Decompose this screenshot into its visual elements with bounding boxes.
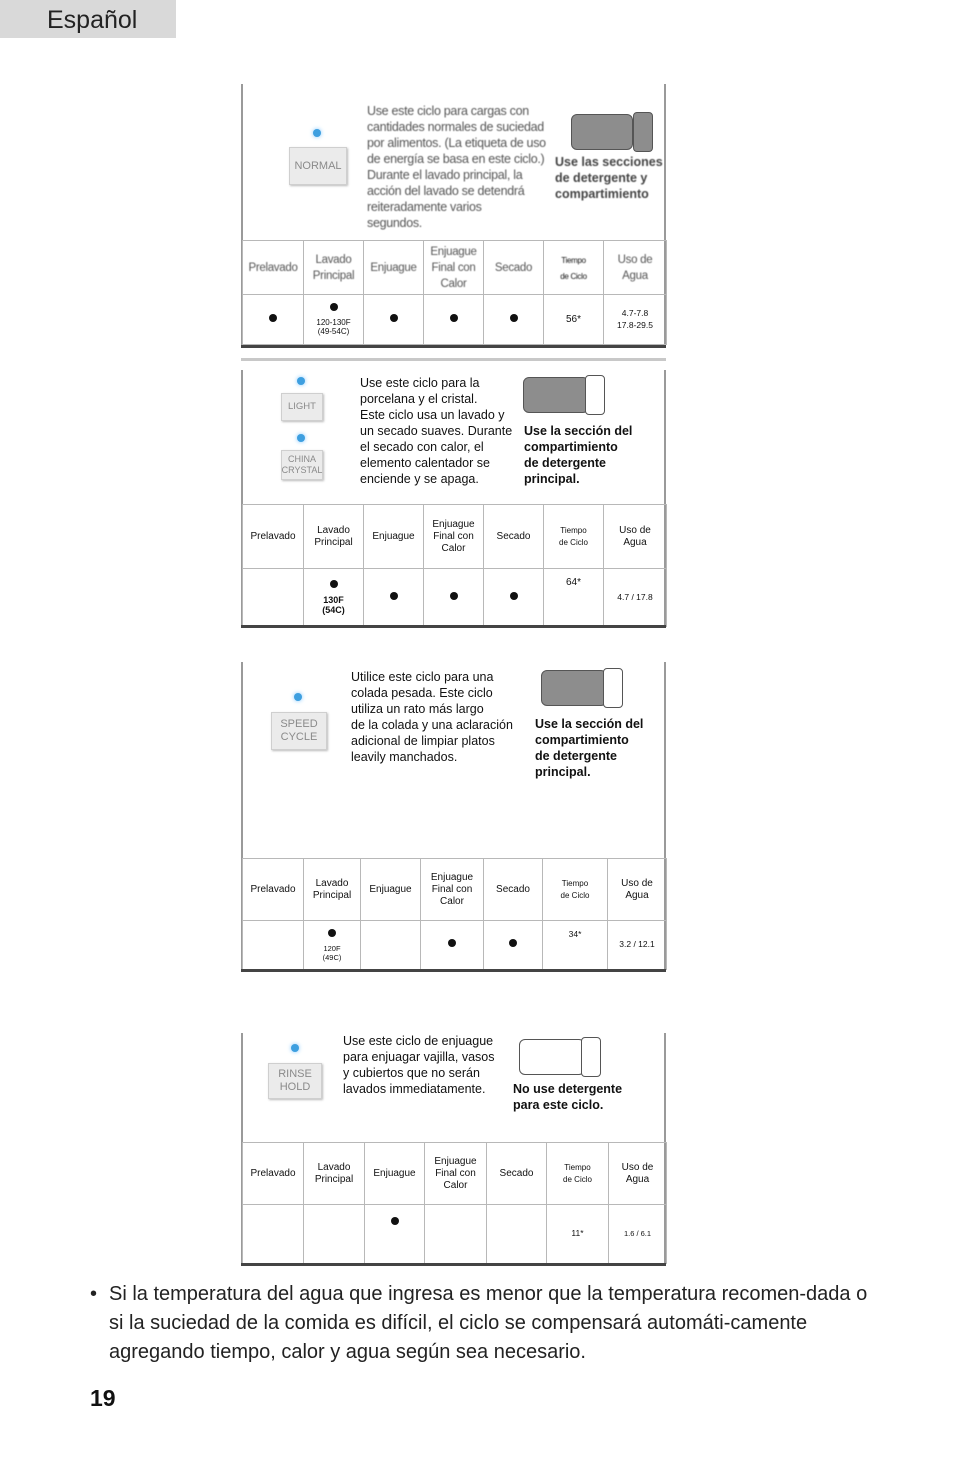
col-agua: Uso de Agua	[604, 241, 667, 295]
cell-enjuague-final	[424, 569, 484, 627]
col-tiempo: Tiempo de Ciclo	[547, 1143, 609, 1205]
active-dot-icon	[510, 314, 518, 322]
cell-secado	[487, 1205, 547, 1264]
rinse-hold-button: RINSE HOLD	[268, 1063, 322, 1099]
col-enjuague-final: Enjuague Final con Calor	[424, 505, 484, 569]
bullet: •	[90, 1283, 98, 1305]
active-dot-icon	[450, 592, 458, 600]
led-indicator-icon	[297, 377, 305, 385]
col-tiempo: Tiempo de Ciclo	[544, 505, 604, 569]
cycle-description: Utilice este ciclo para una colada pesada. Este ciclo utiliza un rato más largo de la colada y una aclaración adicional de limpiar platos leavily manchados.	[351, 670, 513, 764]
cell-agua: 3.2 / 12.1	[608, 921, 667, 970]
cell-secado	[484, 569, 544, 627]
col-lavado-principal: Lavado Principal	[304, 241, 364, 295]
normal-button: NORMAL	[289, 147, 347, 185]
detergent-note: Use las secciones de detergente y compartimiento	[555, 155, 663, 201]
language-tab: Español	[0, 0, 176, 38]
active-dot-icon	[390, 314, 398, 322]
cell-enjuague	[361, 921, 421, 970]
cell-tiempo: 11*	[547, 1205, 609, 1264]
col-prelavado: Prelavado	[243, 241, 304, 295]
detergent-dispenser-icon	[541, 668, 627, 710]
cell-tiempo: 34*	[543, 921, 608, 970]
col-secado: Secado	[484, 241, 544, 295]
detergent-note: No use detergente para este ciclo.	[513, 1082, 623, 1112]
divider	[241, 358, 666, 361]
col-enjuague-final: Enjuague Final con Calor	[424, 241, 484, 295]
col-lavado-principal: Lavado Principal	[304, 859, 361, 921]
active-dot-icon	[391, 1217, 399, 1225]
cycle-description: Use este ciclo para cargas con cantidades normales de suciedad por alimentos. (La etiqueta de uso de energía se basa en este ciclo.) Durante el lavado principal, la acción del lavado se detendrá reiteradamente varios segundos.	[367, 104, 546, 230]
detergent-dispenser-icon	[523, 375, 609, 417]
china-crystal-button: CHINA CRYSTAL	[281, 450, 323, 480]
cell-enjuague-final	[425, 1205, 487, 1264]
cell-enjuague	[365, 1205, 425, 1264]
cell-enjuague-final	[424, 295, 484, 345]
col-enjuague: Enjuague	[361, 859, 421, 921]
cell-prelavado	[243, 295, 304, 345]
col-secado: Secado	[484, 505, 544, 569]
col-enjuague: Enjuague	[365, 1143, 425, 1205]
detergent-note: Use la sección del compartimiento de detergente principal.	[535, 717, 644, 779]
detergent-dispenser-icon	[519, 1037, 605, 1079]
col-enjuague-final: Enjuague Final con Calor	[421, 859, 484, 921]
cycle-table	[242, 240, 667, 345]
detergent-note: Use la sección del compartimiento de detergente principal.	[524, 424, 633, 486]
col-prelavado: Prelavado	[243, 859, 304, 921]
active-dot-icon	[509, 939, 517, 947]
col-enjuague: Enjuague	[364, 241, 424, 295]
cell-lavado	[304, 1205, 365, 1264]
col-tiempo: Tiempo de Ciclo	[544, 241, 604, 295]
col-lavado-principal: Lavado Principal	[304, 505, 364, 569]
speed-cycle-button: SPEED CYCLE	[271, 712, 327, 750]
cycle-panel-speed	[241, 662, 666, 972]
cycle-table	[242, 1142, 667, 1264]
col-agua: Uso de Agua	[608, 859, 667, 921]
cell-agua: 4.7-7.8 17.8-29.5	[604, 295, 667, 345]
active-dot-icon	[328, 929, 336, 937]
footnote	[90, 1280, 880, 1367]
led-indicator-icon	[313, 129, 321, 137]
cell-enjuague	[364, 295, 424, 345]
led-indicator-icon	[297, 434, 305, 442]
cycle-table	[242, 858, 667, 970]
cell-tiempo: 56*	[544, 295, 604, 345]
led-indicator-icon	[294, 693, 302, 701]
active-dot-icon	[269, 314, 277, 322]
cycle-description: Use este ciclo para la porcelana y el cristal. Este ciclo usa un lavado y un secado suaves. Durante el secado con calor, el elemento calentador se enciende y se apaga.	[360, 376, 513, 486]
cycle-table	[242, 504, 667, 627]
light-button: LIGHT	[281, 393, 323, 421]
cycle-panel-rinse-hold	[241, 1033, 666, 1266]
col-lavado-principal: Lavado Principal	[304, 1143, 365, 1205]
col-enjuague-final: Enjuague Final con Calor	[425, 1143, 487, 1205]
col-enjuague: Enjuague	[364, 505, 424, 569]
active-dot-icon	[390, 592, 398, 600]
cycle-panel-china-crystal	[241, 370, 666, 628]
col-prelavado: Prelavado	[243, 1143, 304, 1205]
page-number: 19	[90, 1385, 116, 1411]
cycle-panel-normal	[241, 84, 666, 348]
cell-enjuague	[364, 569, 424, 627]
cycle-description: Use este ciclo de enjuague para enjuagar vajilla, vasos y cubiertos que no serán lavados immediatamente.	[343, 1034, 495, 1096]
cell-secado	[484, 295, 544, 345]
cell-lavado: 120-130F (49-54C)	[304, 295, 364, 345]
col-agua: Uso de Agua	[604, 505, 667, 569]
cell-tiempo: 64*	[544, 569, 604, 627]
cell-lavado: 120F (49C)	[304, 921, 361, 970]
cell-secado	[484, 921, 543, 970]
col-secado: Secado	[487, 1143, 547, 1205]
active-dot-icon	[510, 592, 518, 600]
footnote-text: Si la temperatura del agua que ingresa es menor que la temperatura recomen-dada o si la suciedad de la comida es difícil, el ciclo se compensará automáti-camente agregando tiempo, calor y agua según sea necesario.	[109, 1283, 868, 1363]
cell-agua: 4.7 / 17.8	[604, 569, 667, 627]
active-dot-icon	[330, 303, 338, 311]
cell-lavado: 130F (54C)	[304, 569, 364, 627]
active-dot-icon	[450, 314, 458, 322]
col-agua: Uso de Agua	[609, 1143, 667, 1205]
cell-enjuague-final	[421, 921, 484, 970]
detergent-dispenser-icon	[571, 112, 661, 152]
col-prelavado: Prelavado	[243, 505, 304, 569]
cell-prelavado	[243, 921, 304, 970]
cell-prelavado	[243, 569, 304, 627]
cell-prelavado	[243, 1205, 304, 1264]
led-indicator-icon	[291, 1044, 299, 1052]
col-secado: Secado	[484, 859, 543, 921]
col-tiempo: Tiempo de Ciclo	[543, 859, 608, 921]
active-dot-icon	[330, 580, 338, 588]
active-dot-icon	[448, 939, 456, 947]
cell-agua: 1.6 / 6.1	[609, 1205, 667, 1264]
